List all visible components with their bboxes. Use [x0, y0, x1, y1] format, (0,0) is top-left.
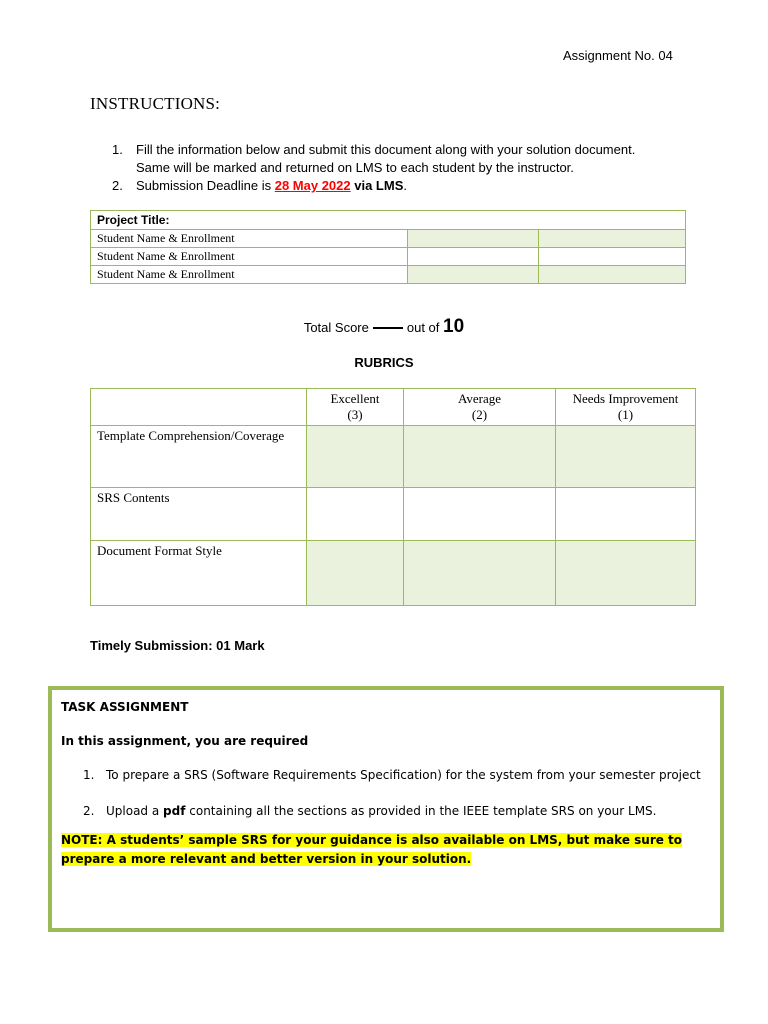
rubric-score-cell[interactable] — [404, 488, 556, 541]
note-text — [61, 831, 711, 869]
project-title-row — [91, 211, 686, 230]
instruction-item-1 — [112, 141, 702, 177]
total-score-label: Total Score — [303, 320, 369, 335]
total-score — [0, 316, 768, 338]
rubric-level-points: (1) — [617, 407, 634, 422]
rubrics-header-row — [91, 389, 696, 426]
student-name-label: Student Name & Enrollment — [91, 230, 408, 248]
instruction-list — [112, 141, 702, 195]
enrollment-field[interactable] — [539, 266, 686, 284]
instruction-text: Fill the information below and submit this document along with your solution document. — [136, 142, 636, 157]
timely-submission: Timely Submission: 01 Mark — [90, 638, 265, 653]
instruction-text: Same will be marked and returned on LMS to each student by the instructor. — [136, 160, 574, 175]
rubric-score-cell[interactable] — [404, 541, 556, 606]
rubric-column-header — [556, 389, 696, 426]
instructions-heading: INSTRUCTIONS: — [90, 94, 221, 113]
rubric-level-name: Excellent — [330, 391, 380, 406]
table-row — [91, 230, 686, 248]
student-name-field[interactable] — [408, 266, 539, 284]
rubrics-corner-cell — [91, 389, 307, 426]
table-row — [91, 266, 686, 284]
deadline-date: 28 May 2022 — [274, 178, 351, 193]
assignment-number: Assignment No. 04 — [563, 48, 673, 63]
task-item-text: To prepare a SRS (Software Requirements Specification) for the system from your semester project — [106, 768, 701, 782]
table-row — [91, 488, 696, 541]
table-row — [91, 541, 696, 606]
rubric-level-name: Average — [457, 391, 502, 406]
task-item-suffix: containing all the sections as provided in the IEEE template SRS on your LMS. — [185, 804, 657, 818]
task-item-1 — [83, 768, 711, 782]
task-item-number: 2. — [83, 804, 95, 818]
enrollment-field[interactable] — [539, 248, 686, 266]
student-name-field[interactable] — [408, 248, 539, 266]
rubrics-table — [90, 388, 696, 606]
student-name-label: Student Name & Enrollment — [91, 248, 408, 266]
rubric-criterion: Document Format Style — [91, 541, 307, 606]
table-row — [91, 426, 696, 488]
deadline-via: via LMS — [350, 178, 404, 193]
task-item-2 — [83, 804, 711, 818]
rubric-score-cell[interactable] — [307, 541, 404, 606]
note-line: prepare a more relevant and better version in your solution. — [61, 852, 472, 866]
deadline-prefix: Submission Deadline is — [136, 178, 275, 193]
pdf-keyword: pdf — [163, 804, 186, 818]
student-name-field[interactable] — [408, 230, 539, 248]
rubric-score-cell[interactable] — [307, 426, 404, 488]
rubric-score-cell[interactable] — [556, 426, 696, 488]
enrollment-field[interactable] — [539, 230, 686, 248]
rubrics-heading: RUBRICS — [354, 355, 414, 370]
task-intro: In this assignment, you are required — [61, 734, 309, 748]
rubric-level-points: (3) — [347, 407, 363, 422]
rubric-score-cell[interactable] — [307, 488, 404, 541]
student-info-table — [90, 210, 686, 284]
out-of-label: out of — [406, 320, 440, 335]
max-score: 10 — [443, 316, 465, 337]
note-line: NOTE: A students’ sample SRS for your guidance is also available on LMS, but make sure to — [61, 833, 683, 847]
rubric-score-cell[interactable] — [556, 488, 696, 541]
rubric-criterion: Template Comprehension/Coverage — [91, 426, 307, 488]
task-item-number: 1. — [83, 768, 95, 782]
student-name-label: Student Name & Enrollment — [91, 266, 408, 284]
rubric-column-header — [404, 389, 556, 426]
score-blank[interactable] — [373, 327, 403, 329]
instruction-item-2 — [112, 177, 702, 195]
instruction-number: 2. — [112, 178, 123, 193]
project-title-label[interactable]: Project Title: — [91, 211, 686, 230]
task-assignment-box — [48, 686, 724, 932]
rubric-column-header — [307, 389, 404, 426]
rubric-score-cell[interactable] — [404, 426, 556, 488]
rubric-level-points: (2) — [471, 407, 488, 422]
rubric-score-cell[interactable] — [556, 541, 696, 606]
table-row — [91, 248, 686, 266]
task-title: TASK ASSIGNMENT — [61, 700, 189, 714]
task-item-text — [106, 804, 656, 818]
rubric-level-name: Needs Improvement — [572, 391, 679, 406]
instruction-number: 1. — [112, 142, 123, 157]
task-item-prefix: Upload a — [106, 804, 164, 818]
deadline-suffix: . — [403, 178, 408, 193]
rubric-criterion: SRS Contents — [91, 488, 307, 541]
instruction-text — [136, 177, 407, 195]
